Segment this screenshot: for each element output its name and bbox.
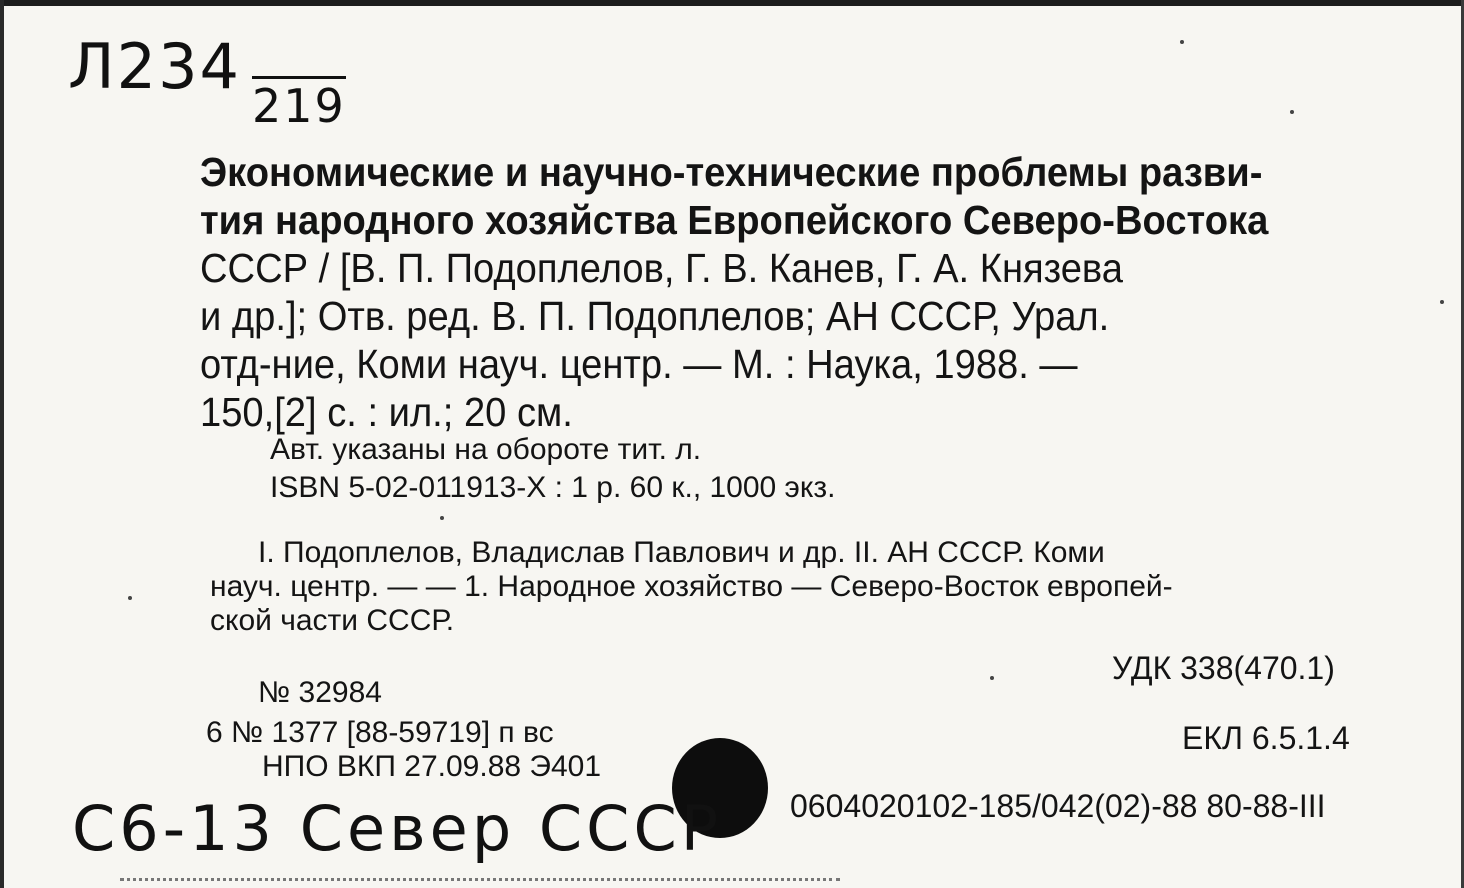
order-number: 6 № 1377 [88-59719] п вс bbox=[206, 716, 554, 749]
isbn-line: ISBN 5-02-011913-X : 1 р. 60 к., 1000 экз. bbox=[270, 471, 836, 504]
handwritten-shelf-code: Л234 bbox=[68, 30, 241, 103]
speck bbox=[990, 676, 994, 680]
entry-line-2: тия народного хозяйства Европейского Северо-Востока bbox=[200, 197, 1269, 243]
udk-code: УДК 338(470.1) bbox=[1112, 650, 1335, 686]
card-top-edge bbox=[0, 0, 1464, 6]
publication-code: 0604020102-185/042(02)-88 80-88-III bbox=[790, 788, 1326, 824]
entry-line-5: отд-ние, Коми науч. центр. — М. : Наука, 1988. — bbox=[200, 341, 1078, 387]
tracing-line-3: ской части СССР. bbox=[210, 604, 455, 637]
speck bbox=[1440, 300, 1444, 304]
bottom-edge-dots bbox=[120, 878, 840, 881]
card-left-edge bbox=[0, 0, 4, 888]
authors-note: Авт. указаны на обороте тит. л. bbox=[270, 433, 702, 466]
handwritten-shelf-fraction: 219 bbox=[252, 76, 346, 131]
speck bbox=[1290, 110, 1294, 114]
bibliographic-entry bbox=[200, 148, 1288, 436]
speck bbox=[440, 516, 444, 520]
tracing-line-1: I. Подоплелов, Владислав Павлович и др. II. АН СССР. Коми bbox=[258, 536, 1105, 569]
ekl-code: ЕКЛ 6.5.1.4 bbox=[1182, 720, 1350, 756]
speck bbox=[128, 596, 132, 600]
entry-line-6: 150,[2] с. : ил.; 20 см. bbox=[200, 389, 573, 435]
entry-line-4: и др.]; Отв. ред. В. П. Подоплелов; АН СССР, Урал. bbox=[200, 293, 1110, 339]
tracings bbox=[210, 536, 1370, 638]
entry-line-3: СССР / [В. П. Подоплелов, Г. В. Канев, Г. А. Князева bbox=[200, 245, 1123, 291]
npo-line: НПО ВКП 27.09.88 Э401 bbox=[262, 750, 602, 783]
inventory-number: № 32984 bbox=[258, 676, 382, 709]
speck bbox=[1180, 40, 1184, 44]
handwritten-subject-note: С6-13 Север СССР bbox=[72, 792, 723, 865]
tracing-line-2: науч. центр. — — 1. Народное хозяйство — Северо-Восток европей- bbox=[210, 570, 1173, 603]
entry-line-1: Экономические и научно-технические проблемы разви- bbox=[200, 149, 1263, 195]
